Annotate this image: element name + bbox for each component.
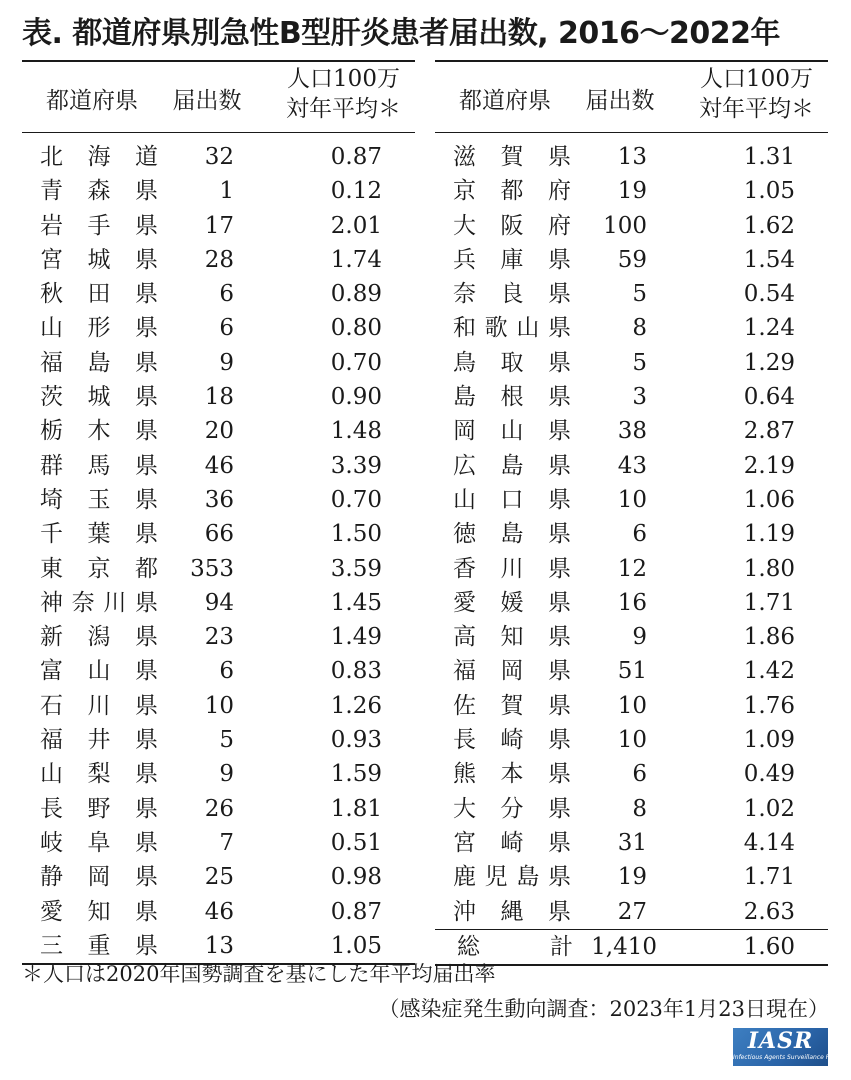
annual-rate: 0.90 xyxy=(330,384,382,411)
annual-rate: 0.54 xyxy=(743,281,795,308)
total-rate: 1.60 xyxy=(743,933,795,960)
table-row xyxy=(435,140,828,174)
logo-text: IASR xyxy=(747,1028,814,1054)
report-count: 12 xyxy=(617,555,647,582)
table-row xyxy=(435,586,828,620)
report-count: 19 xyxy=(617,864,647,891)
report-count: 43 xyxy=(617,452,647,479)
table-row xyxy=(435,895,828,929)
table-row xyxy=(22,620,415,654)
annual-rate: 2.87 xyxy=(743,418,795,445)
table-row xyxy=(22,895,415,929)
header-count: 届出数 xyxy=(172,88,242,114)
annual-rate: 1.49 xyxy=(330,624,382,651)
header-row xyxy=(435,62,828,132)
table-row xyxy=(435,860,828,894)
prefecture-name: 奈 良 県 xyxy=(453,281,571,308)
annual-rate: 1.80 xyxy=(743,555,795,582)
prefecture-name: 愛 媛 県 xyxy=(453,589,571,616)
prefecture-name: 新 潟 県 xyxy=(40,624,158,651)
table-row xyxy=(435,449,828,483)
annual-rate: 1.19 xyxy=(743,521,795,548)
report-count: 353 xyxy=(190,555,234,582)
annual-rate: 0.51 xyxy=(330,829,382,856)
prefecture-name: 山 口 県 xyxy=(453,486,571,513)
prefecture-name: 兵 庫 県 xyxy=(453,246,571,273)
prefecture-name: 群 馬 県 xyxy=(40,452,158,479)
report-count: 46 xyxy=(204,898,234,925)
report-count: 38 xyxy=(617,418,647,445)
report-count: 94 xyxy=(204,589,234,616)
report-count: 17 xyxy=(204,212,234,239)
prefecture-name: 岡 山 県 xyxy=(453,418,571,445)
table-row xyxy=(22,826,415,860)
prefecture-name: 京 都 府 xyxy=(453,178,571,205)
annual-rate: 0.89 xyxy=(330,281,382,308)
table-row xyxy=(435,723,828,757)
report-count: 8 xyxy=(632,795,647,822)
annual-rate: 0.80 xyxy=(330,315,382,342)
prefecture-name: 千 葉 県 xyxy=(40,521,158,548)
table-row xyxy=(435,209,828,243)
table-row xyxy=(22,517,415,551)
report-count: 6 xyxy=(219,658,234,685)
report-count: 13 xyxy=(204,932,234,959)
prefecture-name: 北 海 道 xyxy=(40,144,158,170)
prefecture-name: 長 崎 県 xyxy=(453,727,571,754)
prefecture-name: 埼 玉 県 xyxy=(40,486,158,513)
prefecture-name: 青 森 県 xyxy=(40,178,158,205)
table-row xyxy=(22,174,415,208)
header-rate-line1: 人口100万 xyxy=(287,66,400,92)
table-right-panel xyxy=(435,60,828,966)
prefecture-name: 広 島 県 xyxy=(453,452,571,479)
table-row xyxy=(435,654,828,688)
annual-rate: 0.70 xyxy=(330,349,382,376)
annual-rate: 0.49 xyxy=(743,761,795,788)
table-row xyxy=(22,209,415,243)
report-count: 10 xyxy=(617,486,647,513)
table-row xyxy=(22,449,415,483)
report-count: 9 xyxy=(219,349,234,376)
report-count: 27 xyxy=(617,898,647,925)
prefecture-name: 鹿 児 島 県 xyxy=(453,864,571,891)
prefecture-name: 大 阪 府 xyxy=(453,212,571,239)
report-count: 32 xyxy=(204,144,234,170)
annual-rate: 1.45 xyxy=(330,589,382,616)
prefecture-name: 岐 阜 県 xyxy=(40,829,158,856)
prefecture-name: 岩 手 県 xyxy=(40,212,158,239)
report-count: 31 xyxy=(617,829,647,856)
report-count: 100 xyxy=(603,212,647,239)
prefecture-name: 福 井 県 xyxy=(40,727,158,754)
table-row xyxy=(435,826,828,860)
report-count: 20 xyxy=(204,418,234,445)
prefecture-name: 和 歌 山 県 xyxy=(453,315,571,342)
annual-rate: 0.98 xyxy=(330,864,382,891)
annual-rate: 1.02 xyxy=(743,795,795,822)
annual-rate: 2.63 xyxy=(743,898,795,925)
prefecture-name: 佐 賀 県 xyxy=(453,692,571,719)
annual-rate: 1.31 xyxy=(743,144,795,170)
prefecture-name: 滋 賀 県 xyxy=(453,144,571,170)
prefecture-name: 静 岡 県 xyxy=(40,864,158,891)
report-count: 13 xyxy=(617,144,647,170)
logo-subtitle: Infectious Agents Surveillance Report xyxy=(733,1054,846,1061)
prefecture-name: 宮 城 県 xyxy=(40,246,158,273)
report-count: 3 xyxy=(632,384,647,411)
annual-rate: 0.87 xyxy=(330,898,382,925)
prefecture-name: 栃 木 県 xyxy=(40,418,158,445)
report-count: 10 xyxy=(617,727,647,754)
annual-rate: 0.93 xyxy=(330,727,382,754)
table-row xyxy=(435,620,828,654)
prefecture-name: 富 山 県 xyxy=(40,658,158,685)
annual-rate: 1.62 xyxy=(743,212,795,239)
prefecture-name: 福 島 県 xyxy=(40,349,158,376)
annual-rate: 1.59 xyxy=(330,761,382,788)
table-row xyxy=(435,757,828,791)
report-count: 6 xyxy=(219,315,234,342)
prefecture-name: 香 川 県 xyxy=(453,555,571,582)
source-note: （感染症発生動向調査：2023年1月23日現在） xyxy=(378,997,829,1021)
report-count: 8 xyxy=(632,315,647,342)
annual-rate: 0.87 xyxy=(330,144,382,170)
annual-rate: 0.64 xyxy=(743,384,795,411)
prefecture-name: 福 岡 県 xyxy=(453,658,571,685)
report-count: 23 xyxy=(204,624,234,651)
header-rate-line1: 人口100万 xyxy=(700,66,813,92)
report-count: 6 xyxy=(632,521,647,548)
prefecture-name: 山 梨 県 xyxy=(40,761,158,788)
prefecture-name: 長 野 県 xyxy=(40,795,158,822)
total-label: 総 計 xyxy=(457,933,573,960)
table-row xyxy=(435,517,828,551)
prefecture-name: 三 重 県 xyxy=(40,932,158,959)
report-count: 6 xyxy=(219,281,234,308)
annual-rate: 0.83 xyxy=(330,658,382,685)
report-count: 46 xyxy=(204,452,234,479)
prefecture-name: 山 形 県 xyxy=(40,315,158,342)
footnote: ＊人口は2020年国勢調査を基にした年平均届出率 xyxy=(22,962,496,986)
table-row xyxy=(22,380,415,414)
annual-rate: 2.19 xyxy=(743,452,795,479)
report-count: 5 xyxy=(219,727,234,754)
annual-rate: 1.05 xyxy=(330,932,382,959)
table-row xyxy=(22,757,415,791)
annual-rate: 1.09 xyxy=(743,727,795,754)
report-count: 19 xyxy=(617,178,647,205)
prefecture-name: 高 知 県 xyxy=(453,624,571,651)
report-count: 59 xyxy=(617,246,647,273)
annual-rate: 1.29 xyxy=(743,349,795,376)
annual-rate: 1.50 xyxy=(330,521,382,548)
table-row xyxy=(435,346,828,380)
table-row xyxy=(435,243,828,277)
annual-rate: 3.59 xyxy=(330,555,382,582)
report-count: 1 xyxy=(219,178,234,205)
table-row xyxy=(435,552,828,586)
table-row xyxy=(22,586,415,620)
prefecture-name: 徳 島 県 xyxy=(453,521,571,548)
annual-rate: 0.12 xyxy=(330,178,382,205)
prefecture-name: 石 川 県 xyxy=(40,692,158,719)
table-left-panel xyxy=(22,60,415,965)
annual-rate: 1.42 xyxy=(743,658,795,685)
annual-rate: 1.71 xyxy=(743,864,795,891)
report-count: 5 xyxy=(632,281,647,308)
prefecture-name: 神 奈 川 県 xyxy=(40,589,158,616)
table-row xyxy=(22,792,415,826)
report-count: 10 xyxy=(617,692,647,719)
report-count: 26 xyxy=(204,795,234,822)
annual-rate: 1.26 xyxy=(330,692,382,719)
annual-rate: 1.81 xyxy=(330,795,382,822)
report-count: 7 xyxy=(219,829,234,856)
table-row xyxy=(22,311,415,345)
table-row xyxy=(435,689,828,723)
prefecture-name: 大 分 県 xyxy=(453,795,571,822)
prefecture-name: 島 根 県 xyxy=(453,384,571,411)
report-count: 18 xyxy=(204,384,234,411)
table-row xyxy=(435,174,828,208)
annual-rate: 2.01 xyxy=(330,212,382,239)
annual-rate: 0.70 xyxy=(330,486,382,513)
table-row xyxy=(435,792,828,826)
header-row xyxy=(22,62,415,132)
table-row xyxy=(22,414,415,448)
annual-rate: 1.71 xyxy=(743,589,795,616)
annual-rate: 1.05 xyxy=(743,178,795,205)
table-row xyxy=(22,277,415,311)
header-prefecture: 都道府県 xyxy=(46,88,138,114)
prefecture-name: 秋 田 県 xyxy=(40,281,158,308)
table-body-right xyxy=(435,133,828,929)
table-row xyxy=(22,860,415,894)
header-count: 届出数 xyxy=(585,88,655,114)
annual-rate: 1.24 xyxy=(743,315,795,342)
table-row xyxy=(22,346,415,380)
report-count: 36 xyxy=(204,486,234,513)
header-rate xyxy=(685,64,828,124)
annual-rate: 1.76 xyxy=(743,692,795,719)
prefecture-name: 愛 知 県 xyxy=(40,898,158,925)
annual-rate: 1.86 xyxy=(743,624,795,651)
header-prefecture: 都道府県 xyxy=(459,88,551,114)
prefecture-name: 沖 縄 県 xyxy=(453,898,571,925)
table-row xyxy=(435,277,828,311)
table-row xyxy=(22,723,415,757)
prefecture-name: 熊 本 県 xyxy=(453,761,571,788)
table-row xyxy=(22,689,415,723)
prefecture-name: 東 京 都 xyxy=(40,555,158,582)
report-count: 5 xyxy=(632,349,647,376)
report-count: 66 xyxy=(204,521,234,548)
annual-rate: 3.39 xyxy=(330,452,382,479)
header-rate-line2: 対年平均＊ xyxy=(699,96,814,122)
table-row xyxy=(22,552,415,586)
annual-rate: 1.74 xyxy=(330,246,382,273)
table-row xyxy=(22,483,415,517)
table-row xyxy=(435,414,828,448)
annual-rate: 4.14 xyxy=(743,829,795,856)
header-rate-line2: 対年平均＊ xyxy=(286,96,401,122)
table-row xyxy=(22,140,415,174)
prefecture-name: 宮 崎 県 xyxy=(453,829,571,856)
table-row xyxy=(435,380,828,414)
total-count: 1,410 xyxy=(591,933,657,960)
table-row xyxy=(435,311,828,345)
table-body-left xyxy=(22,133,415,963)
prefecture-name: 茨 城 県 xyxy=(40,384,158,411)
annual-rate: 1.54 xyxy=(743,246,795,273)
table-title: 表. 都道府県別急性B型肝炎患者届出数, 2016〜2022年 xyxy=(22,16,781,51)
table-row xyxy=(435,483,828,517)
annual-rate: 1.06 xyxy=(743,486,795,513)
table-row xyxy=(22,243,415,277)
report-count: 10 xyxy=(204,692,234,719)
prefecture-name: 鳥 取 県 xyxy=(453,349,571,376)
report-count: 9 xyxy=(632,624,647,651)
table-row xyxy=(22,654,415,688)
report-count: 16 xyxy=(617,589,647,616)
report-count: 25 xyxy=(204,864,234,891)
report-count: 51 xyxy=(617,658,647,685)
report-count: 6 xyxy=(632,761,647,788)
report-count: 9 xyxy=(219,761,234,788)
header-rate xyxy=(272,64,415,124)
iasr-logo xyxy=(733,1028,846,1066)
annual-rate: 1.48 xyxy=(330,418,382,445)
report-count: 28 xyxy=(204,246,234,273)
